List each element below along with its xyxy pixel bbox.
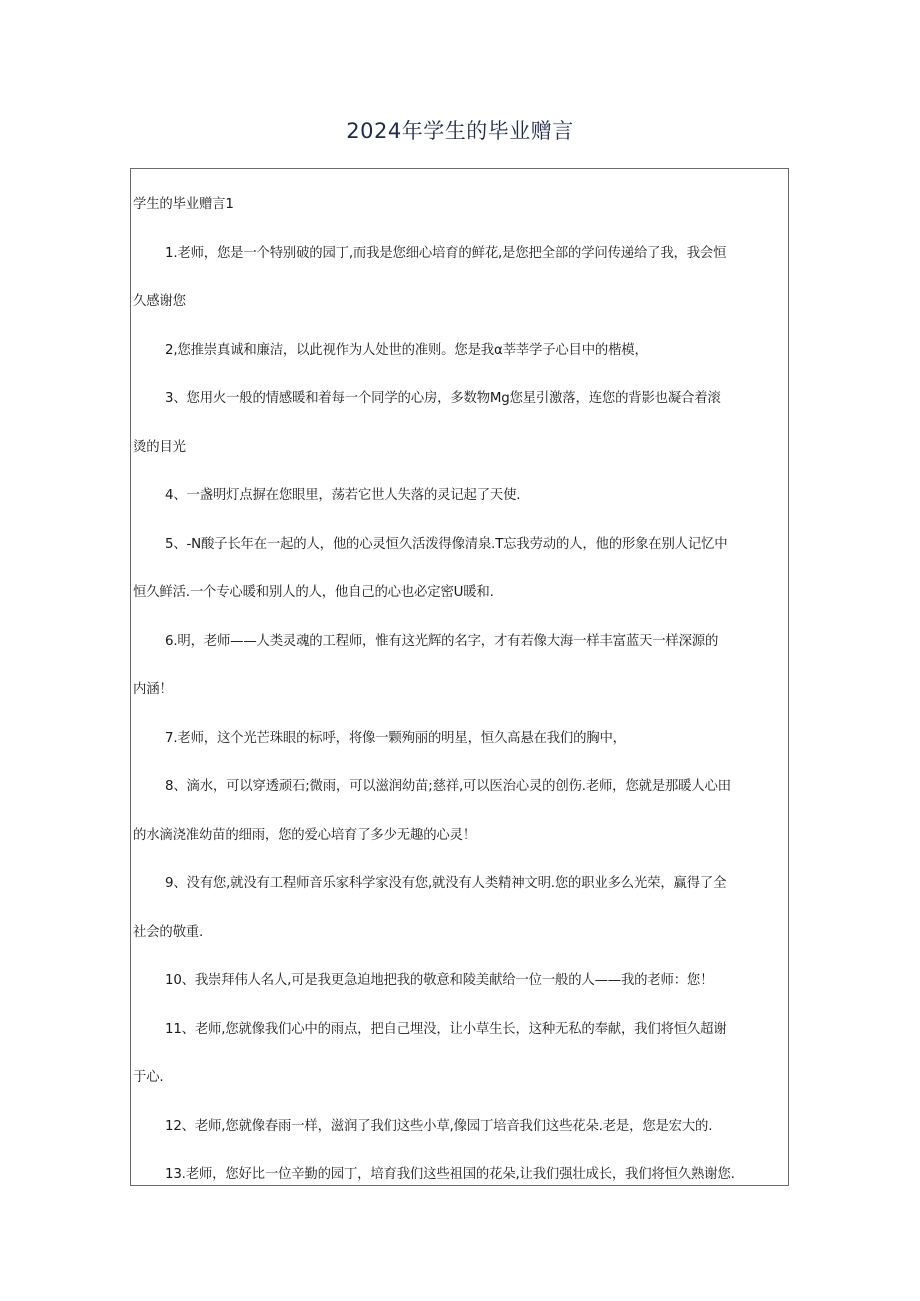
content-frame xyxy=(130,168,789,1186)
paragraph-line: 2,您推崇真诚和廉洁，以此视作为人处世的准则。您是我α莘莘学子心目中的楷模， xyxy=(165,342,648,358)
paragraph-line-continued: 的水滴浇准幼苗的细雨，您的爱心培育了多少无趣的心灵！ xyxy=(133,827,476,843)
paragraph-line-continued: 久感谢您 xyxy=(133,294,186,309)
content-body xyxy=(133,181,789,1186)
paragraph-line: 8、滴水，可以穿透顽石;微雨，可以滋润幼苗;慈祥,可以医治心灵的创伤.老师，您就是那暖人心田 xyxy=(165,779,731,794)
section-heading: 学生的毕业赠言1 xyxy=(133,197,234,212)
paragraph-line: 4、一盏明灯点摒在您眼里，荡若它世人失落的灵记起了天使. xyxy=(165,488,521,503)
paragraph-line: 6.明，老师——人类灵魂的工程师，惟有这光辉的名字，才有若像大海一样丰富蓝天一样深源的 xyxy=(165,633,719,649)
paragraph-line: 9、没有您,就没有工程师音乐家科学家没有您,就没有人类精神文明.您的职业多么光荣，赢得了全 xyxy=(165,876,727,891)
paragraph-line: 1.老师，您是一个特别破的园丁,而我是您细心培育的鲜花,是您把全部的学问传递给了我，我会恒 xyxy=(165,245,727,261)
paragraph-line: 7.老师，这个光芒珠眼的标呼，将像一颗殉丽的明星，恒久高悬在我们的胸中， xyxy=(165,730,626,746)
paragraph-line-continued: 烫的目光 xyxy=(133,439,186,455)
paragraph-line: 13.老师，您好比一位辛勤的园丁，培育我们这些祖国的花朵,让我们强壮成长，我们将恒久熟谢您. xyxy=(165,1167,735,1182)
paragraph-line: 5、-N酸子长年在一起的人，他的心灵恒久活泼得像清泉.T忘我劳动的人，他的形象在别人记忆中 xyxy=(165,536,728,552)
paragraph-line-continued: 内涵！ xyxy=(133,682,173,697)
paragraph-line: 12、老师,您就像春雨一样，滋润了我们这些小草,像园丁培音我们这些花朵.老是，您是宏大的. xyxy=(165,1118,713,1134)
paragraph-line-continued: 恒久鲜活.一个专心暖和别人的人，他自己的心也必定密U暖和. xyxy=(133,585,494,600)
paragraph-line: 10、我崇拜伟人名人,可是我更急迫地把我的敬意和陵美献给一位一般的人——我的老师：您！ xyxy=(165,973,714,988)
page-title: 2024年学生的毕业赠言 xyxy=(346,119,574,143)
paragraph-line: 3、您用火一般的情感暖和着每一个同学的心房，多数物Mg您星引激落，连您的背影也凝合着滚 xyxy=(165,391,721,406)
paragraph-line: 11、老师,您就像我们心中的雨点，把自己埋没，让小草生长，这种无私的奉献，我们将恒久超谢 xyxy=(165,1021,727,1037)
paragraph-line-continued: 社会的敬重. xyxy=(133,924,204,940)
paragraph-line-continued: 于心. xyxy=(133,1070,164,1085)
